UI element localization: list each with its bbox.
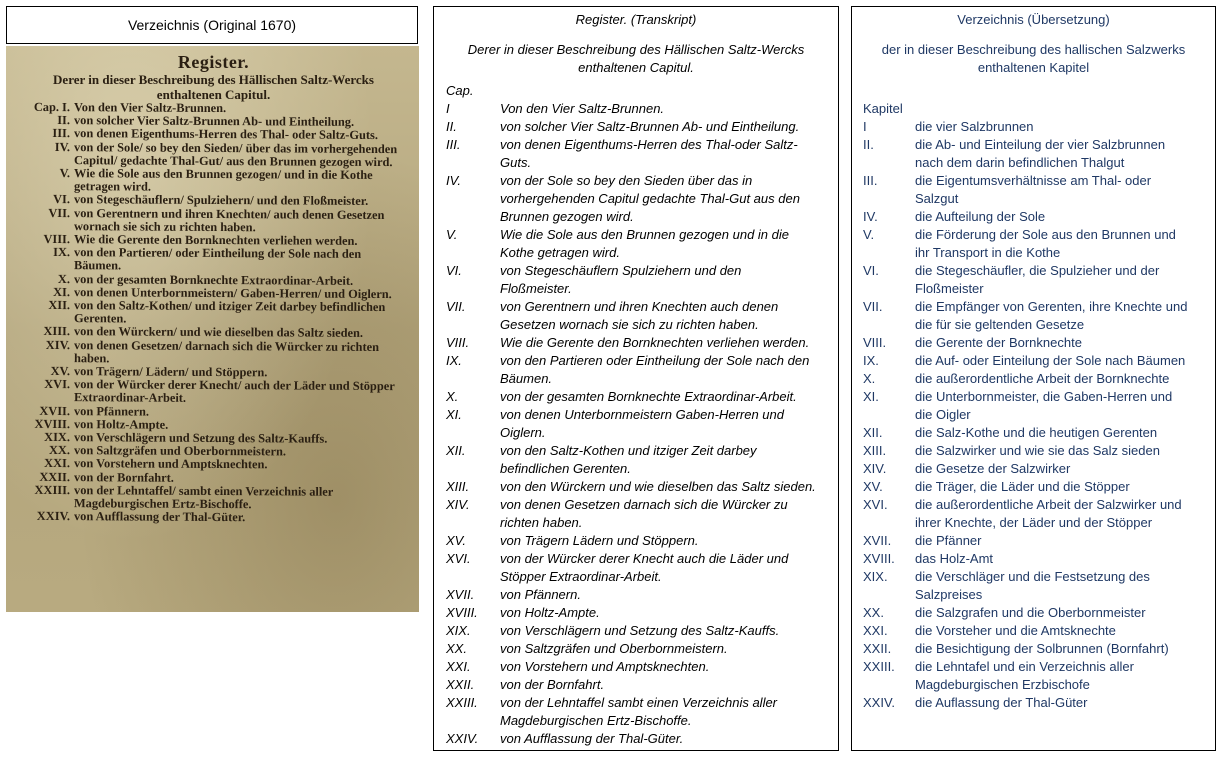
translation-entry-text xyxy=(915,118,1215,136)
translation-entry-number: I xyxy=(863,119,867,134)
translation-entry-text xyxy=(915,352,1215,370)
transcript-entry-number: XIX. xyxy=(446,623,471,638)
translation-entry-line: Salzpreises xyxy=(915,587,983,602)
translation-panel xyxy=(851,6,1216,751)
transcript-subtitle-line1: Derer in dieser Beschreibung des Hällischen Saltz-Wercks xyxy=(467,42,805,57)
transcript-entry xyxy=(434,334,838,352)
scan-entry-text: von den Saltz-Kothen/ und itziger Zeit darbey befindlichen Gerenten. xyxy=(73,298,386,326)
translation-entry-line: die Empfänger von Gerenten, ihre Knechte und xyxy=(915,299,1188,314)
translation-entry-number: VIII. xyxy=(863,335,887,350)
translation-entry-number: X. xyxy=(863,371,876,386)
translation-entry-line: die Oigler xyxy=(915,407,971,422)
translation-entry xyxy=(852,208,1215,226)
scan-entry-text: von Pfännern. xyxy=(73,403,150,419)
scan-entry-number: V. xyxy=(59,166,71,181)
translation-entry-text xyxy=(915,604,1215,622)
scan-entry-text: von denen Eigenthums-Herren des Thal- oder Saltz-Guts. xyxy=(73,126,378,143)
translation-entry-text xyxy=(915,298,1215,334)
scan-entry-text: Wie die Gerente den Bornknechten verliehen werden. xyxy=(73,232,358,248)
translation-entry-text xyxy=(915,478,1215,496)
translation-entry xyxy=(852,460,1215,478)
translation-entry-line: die Salzwirker und wie sie das Salz sieden xyxy=(915,443,1160,458)
translation-entry xyxy=(852,172,1215,208)
translation-entry-line: nach dem darin befindlichen Thalgut xyxy=(915,155,1125,170)
scan-entry-number: XVI. xyxy=(44,377,71,392)
transcript-entry-number: XXI. xyxy=(446,659,471,674)
scan-entry-text: Von den Vier Saltz-Brunnen. xyxy=(73,100,227,116)
translation-entry-line: die für sie geltenden Gesetze xyxy=(915,317,1085,332)
scan-entry-number: XV. xyxy=(50,364,71,379)
transcript-entry-line: Wie die Sole aus den Brunnen gezogen und in die xyxy=(500,227,789,242)
scan-entry-text: von Gerentnern und ihren Knechten/ auch denen Gesetzen wornach sie sich zu richten haben. xyxy=(73,205,385,235)
scan-entry xyxy=(16,338,411,367)
transcript-entry-line: von denen Eigenthums-Herren des Thal-oder Saltz- xyxy=(500,137,798,152)
transcript-entry-number: XII. xyxy=(446,443,466,458)
transcript-entry xyxy=(434,172,838,226)
transcript-entry xyxy=(434,388,838,406)
scan-entry-text: von der gesamten Bornknechte Extraordinar-Arbeit. xyxy=(73,271,354,288)
transcript-entry-number: XXII. xyxy=(446,677,475,692)
transcript-entry-number: II. xyxy=(446,119,457,134)
transcript-entry xyxy=(434,532,838,550)
translation-entry-number: XXII. xyxy=(863,641,892,656)
translation-entry-line: die Salz-Kothe und die heutigen Gerenten xyxy=(915,425,1158,440)
transcript-entry-text xyxy=(500,622,838,640)
translation-entry-text xyxy=(915,694,1215,712)
scan-entry-text: von solcher Vier Saltz-Brunnen Ab- und Eintheilung. xyxy=(73,113,355,130)
scan-entry-number: II. xyxy=(57,113,71,128)
scan-entry-number: XIV. xyxy=(45,337,71,352)
translation-entry-number: IV. xyxy=(863,209,878,224)
scan-entry-text: von Vorstehern und Amptsknechten. xyxy=(73,456,268,472)
translation-entry-line: die Auf- oder Einteilung der Sole nach Bäumen xyxy=(915,353,1186,368)
translation-entry xyxy=(852,262,1215,298)
transcript-entry-number: XXIII. xyxy=(446,695,478,710)
transcript-entry xyxy=(434,550,838,586)
translation-entry xyxy=(852,298,1215,334)
translation-entry-number: XII. xyxy=(863,425,883,440)
scan-entry xyxy=(16,378,411,407)
translation-entry-line: die Aufteilung der Sole xyxy=(915,209,1046,224)
transcript-entry-text xyxy=(500,298,838,334)
transcript-entry-line: von Saltzgräfen und Oberbornmeistern. xyxy=(500,641,728,656)
translation-entry-text xyxy=(915,370,1215,388)
translation-entry-text xyxy=(915,262,1215,298)
transcript-entry-text xyxy=(500,406,838,442)
translation-entry-text xyxy=(915,424,1215,442)
transcript-entry-text xyxy=(500,586,838,604)
translation-entry-number: XXIV. xyxy=(863,695,896,710)
transcript-entry-text xyxy=(500,478,838,496)
transcript-entry xyxy=(434,604,838,622)
transcript-entry xyxy=(434,352,838,388)
transcript-title: Register. (Transkript) xyxy=(575,12,697,27)
translation-entry xyxy=(852,136,1215,172)
scan-entry-text: von Trägern/ Lädern/ und Stöppern. xyxy=(73,364,268,380)
scan-entry-number: III. xyxy=(52,126,71,141)
transcript-entry-number: XIV. xyxy=(446,497,470,512)
translation-entry-number: III. xyxy=(863,173,878,188)
transcript-entry xyxy=(434,118,838,136)
transcript-entry-line: von der Bornfahrt. xyxy=(500,677,605,692)
transcript-panel xyxy=(433,6,839,751)
translation-entry-line: die Pfänner xyxy=(915,533,982,548)
translation-entry-line: die Salzgrafen und die Oberbornmeister xyxy=(915,605,1146,620)
transcript-entry-text xyxy=(500,388,838,406)
transcript-entry xyxy=(434,658,838,676)
translation-entry-number: VI. xyxy=(863,263,879,278)
scan-entry-number: XIII. xyxy=(43,324,71,339)
translation-title: Verzeichnis (Übersetzung) xyxy=(957,12,1110,27)
translation-entry-text xyxy=(915,460,1215,478)
transcript-entry-text xyxy=(500,676,838,694)
scan-entry xyxy=(16,140,411,169)
transcript-entry-line: Stöpper Extraordinar-Arbeit. xyxy=(500,569,662,584)
translation-entry xyxy=(852,424,1215,442)
scan-entry-text: von Verschlägern und Setzung des Saltz-Kauffs. xyxy=(73,430,328,446)
transcript-entry xyxy=(434,298,838,334)
transcript-entry xyxy=(434,100,838,118)
transcript-entry-line: vorhergehenden Capitul gedachte Thal-Gut aus den xyxy=(500,191,800,206)
translation-entry-number: XIX. xyxy=(863,569,888,584)
transcript-entry xyxy=(434,226,838,262)
translation-entry-text xyxy=(915,208,1215,226)
transcript-entry-text xyxy=(500,262,838,298)
translation-entry xyxy=(852,694,1215,712)
scan-entry-number: VI. xyxy=(53,192,71,207)
translation-entry-number: IX. xyxy=(863,353,879,368)
translation-entry-text xyxy=(915,550,1215,568)
translation-entry-line: die Gerente der Bornknechte xyxy=(915,335,1082,350)
transcript-entry-text xyxy=(500,136,838,172)
transcript-entry-line: Wie die Gerente den Bornknechten verliehen werden. xyxy=(500,335,810,350)
translation-entry-line: die Eigentumsverhältnisse am Thal- oder xyxy=(915,173,1152,188)
scan-entry xyxy=(16,206,411,235)
transcript-entry-text xyxy=(500,604,838,622)
transcript-entry-number: I xyxy=(446,101,450,116)
transcript-entry-text xyxy=(500,550,838,586)
transcript-entry-line: von der Lehntaffel sambt einen Verzeichnis aller xyxy=(500,695,778,710)
transcript-entry-line: befindlichen Gerenten. xyxy=(500,461,631,476)
scan-entry-number: XXI. xyxy=(44,456,71,471)
translation-entry xyxy=(852,226,1215,262)
translation-entry-number: XVIII. xyxy=(863,551,895,566)
translation-entry-number: XVI. xyxy=(863,497,888,512)
translation-entry-number: XV. xyxy=(863,479,883,494)
transcript-entry-number: XVI. xyxy=(446,551,471,566)
translation-entry xyxy=(852,496,1215,532)
translation-entry-number: II. xyxy=(863,137,874,152)
original-title-text: Verzeichnis (Original 1670) xyxy=(127,17,297,33)
scan-entry-number: IX. xyxy=(53,245,71,260)
translation-entry xyxy=(852,370,1215,388)
scan-heading: Register. xyxy=(177,52,250,72)
transcript-entry xyxy=(434,676,838,694)
transcript-entry xyxy=(434,496,838,532)
transcript-entry-text xyxy=(500,658,838,676)
translation-entry-line: die vier Salzbrunnen xyxy=(915,119,1034,134)
transcript-entry-line: richten haben. xyxy=(500,515,583,530)
translation-entry xyxy=(852,118,1215,136)
transcript-cap-label: Cap. xyxy=(446,83,474,98)
translation-entry-line: die Gesetze der Salzwirker xyxy=(915,461,1071,476)
scan-entry-number: IV. xyxy=(54,139,71,154)
translation-entry-text xyxy=(915,226,1215,262)
translation-entry-line: Salzgut xyxy=(915,191,959,206)
transcript-entry xyxy=(434,586,838,604)
translation-entry-line: die Förderung der Sole aus den Brunnen und xyxy=(915,227,1176,242)
translation-entry-number: XX. xyxy=(863,605,884,620)
scan-entry-text: von der Lehntaffel/ sambt einen Verzeichnis aller Magdeburgischen Ertz-Bischoffe. xyxy=(73,483,334,512)
transcript-entry-line: Von den Vier Saltz-Brunnen. xyxy=(500,101,665,116)
transcript-entry-line: von Stegeschäuflern Spulziehern und den xyxy=(500,263,742,278)
transcript-entry xyxy=(434,694,838,730)
translation-entry xyxy=(852,604,1215,622)
transcript-entry-line: von denen Unterbornmeistern Gaben-Herren und xyxy=(500,407,785,422)
scan-entry-text: von Saltzgräfen und Oberbornmeistern. xyxy=(73,443,287,459)
transcript-entry-line: von den Saltz-Kothen und itziger Zeit darbey xyxy=(500,443,757,458)
translation-entry xyxy=(852,388,1215,424)
scan-entry-text: von denen Gesetzen/ darnach sich die Würcker zu richten haben. xyxy=(73,337,380,366)
scan-entry xyxy=(16,246,411,275)
translation-entry xyxy=(852,622,1215,640)
transcript-entries xyxy=(434,100,838,748)
translation-entry-number: V. xyxy=(863,227,875,242)
translation-entry-line: die Vorsteher und die Amtsknechte xyxy=(915,623,1116,638)
transcript-entry xyxy=(434,622,838,640)
translation-entry-number: XXI. xyxy=(863,623,888,638)
scan-entry-text: Wie die Sole aus den Brunnen gezogen/ und in die Kothe getragen wird. xyxy=(73,166,373,194)
transcript-entry-line: von Verschlägern und Setzung des Saltz-Kauffs. xyxy=(500,623,780,638)
scan-entry-number: XVII. xyxy=(39,403,71,418)
transcript-entry xyxy=(434,478,838,496)
transcript-entry-line: von der gesamten Bornknechte Extraordinar-Arbeit. xyxy=(500,389,797,404)
scan-entry-text: von der Sole/ so bey den Sieden/ über das im vorhergehenden Capitul/ gedachte Thal-Gut/ aus den Brunnen gezogen wird. xyxy=(73,139,398,169)
scan-entry xyxy=(16,510,411,526)
translation-entry xyxy=(852,568,1215,604)
translation-subtitle-line1: der in dieser Beschreibung des hallischen Salzwerks xyxy=(881,42,1186,57)
scan-entry-number: VIII. xyxy=(43,231,71,247)
transcript-entry-line: von denen Gesetzen darnach sich die Würcker zu xyxy=(500,497,788,512)
transcript-entry-text xyxy=(500,532,838,550)
translation-entry-number: VII. xyxy=(863,299,883,314)
transcript-entry-number: VI. xyxy=(446,263,462,278)
translation-entry-line: Floßmeister xyxy=(915,281,984,296)
translation-entry-text xyxy=(915,640,1215,658)
transcript-entry-line: Oiglern. xyxy=(500,425,546,440)
scan-entry-number: Cap. I. xyxy=(33,99,71,115)
scan-entry-number: XXIV. xyxy=(36,509,71,524)
translation-entry xyxy=(852,478,1215,496)
transcript-entry-text xyxy=(500,172,838,226)
scan-entry-text: von denen Unterbornmeistern/ Gaben-Herren/ und Oiglern. xyxy=(73,284,392,301)
translation-entry-number: XIV. xyxy=(863,461,887,476)
original-scan-image xyxy=(6,46,419,612)
scan-entry-number: XVIII. xyxy=(34,416,71,431)
transcript-entry-line: von solcher Vier Saltz-Brunnen Ab- und Eintheilung. xyxy=(500,119,800,134)
translation-entry-text xyxy=(915,658,1215,694)
transcript-entry xyxy=(434,262,838,298)
transcript-entry-line: von Aufflassung der Thal-Güter. xyxy=(500,731,684,746)
translation-entry-line: die Unterbornmeister, die Gaben-Herren und xyxy=(915,389,1173,404)
transcript-entry xyxy=(434,442,838,478)
scan-entry-text: von den Partieren/ oder Eintheilung der Sole nach den Bäumen. xyxy=(73,245,362,273)
transcript-entry-line: von Trägern Lädern und Stöppern. xyxy=(500,533,699,548)
scan-entry-number: X. xyxy=(57,271,71,286)
transcript-entry-line: Floßmeister. xyxy=(500,281,572,296)
transcript-entry-line: von den Würckern und wie dieselben das Saltz sieden. xyxy=(500,479,816,494)
transcript-entry-text xyxy=(500,496,838,532)
transcript-entry-line: von Holtz-Ampte. xyxy=(500,605,600,620)
scan-entry-text: von Aufflassung der Thal-Güter. xyxy=(73,509,246,525)
scan-entries xyxy=(16,99,411,525)
translation-entry xyxy=(852,640,1215,658)
transcript-entry-number: XIII. xyxy=(446,479,470,494)
translation-subtitle-line2: enthaltenen Kapitel xyxy=(977,60,1090,75)
transcript-entry-number: V. xyxy=(446,227,458,242)
scan-entry-text: von den Würckern/ und wie dieselben das Saltz sieden. xyxy=(73,324,364,341)
transcript-entry xyxy=(434,640,838,658)
transcript-entry-line: Kothe getragen wird. xyxy=(500,245,620,260)
translation-entry-line: die Lehntafel und ein Verzeichnis aller xyxy=(915,659,1134,674)
transcript-entry-text xyxy=(500,640,838,658)
transcript-entry-number: III. xyxy=(446,137,461,152)
translation-entry xyxy=(852,532,1215,550)
translation-entry xyxy=(852,550,1215,568)
transcript-entry-text xyxy=(500,730,838,748)
scan-entry-number: XIX. xyxy=(44,430,71,445)
translation-entry-number: XIII. xyxy=(863,443,887,458)
translation-entry-text xyxy=(915,136,1215,172)
translation-entry-text xyxy=(915,172,1215,208)
transcript-entry-line: von der Würcker derer Knecht auch die Läder und xyxy=(500,551,789,566)
transcript-entry xyxy=(434,136,838,172)
scan-entry-text: von der Bornfahrt. xyxy=(73,469,174,485)
translation-entry-text xyxy=(915,388,1215,424)
original-panel-title xyxy=(6,6,418,44)
translation-entry-line: die Ab- und Einteilung der vier Salzbrunnen xyxy=(915,137,1166,152)
transcript-entry-number: XVIII. xyxy=(446,605,478,620)
transcript-entry-text xyxy=(500,100,838,118)
transcript-entry-number: XVII. xyxy=(446,587,475,602)
transcript-entry-line: Brunnen gezogen wird. xyxy=(500,209,634,224)
transcript-entry-text xyxy=(500,226,838,262)
translation-entry-number: XXIII. xyxy=(863,659,895,674)
transcript-entry-line: Bäumen. xyxy=(500,371,553,386)
transcript-entry-number: XI. xyxy=(446,407,462,422)
transcript-entry-line: von der Sole so bey den Sieden über das in xyxy=(500,173,753,188)
transcript-entry-text xyxy=(500,442,838,478)
translation-cap-label: Kapitel xyxy=(863,101,903,116)
transcript-entry-number: XV. xyxy=(446,533,466,548)
transcript-entry-line: von Gerentnern und ihren Knechten auch denen xyxy=(500,299,779,314)
translation-entry-number: XI. xyxy=(863,389,879,404)
translation-entry-line: ihrer Knechte, der Läder und der Stöpper xyxy=(915,515,1153,530)
scan-entry-number: XII. xyxy=(48,298,71,313)
scan-entry-number: XI. xyxy=(53,284,71,299)
translation-entry xyxy=(852,352,1215,370)
translation-entry-text xyxy=(915,442,1215,460)
translation-entry xyxy=(852,442,1215,460)
transcript-entry-line: von Pfännern. xyxy=(500,587,581,602)
scan-entry-number: VII. xyxy=(48,205,71,220)
translation-entry-number: XVII. xyxy=(863,533,892,548)
scan-entry-text: von der Würcker derer Knecht/ auch der Läder und Stöpper Extraordinar-Arbeit. xyxy=(73,377,395,406)
translation-entries xyxy=(852,118,1215,712)
translation-entry-line: Magdeburgischen Erzbischofe xyxy=(915,677,1090,692)
translation-entry-text xyxy=(915,496,1215,532)
transcript-subtitle-line2: enthaltenen Capitul. xyxy=(578,60,694,75)
translation-entry-line: die Besichtigung der Solbrunnen (Bornfahrt) xyxy=(915,641,1169,656)
transcript-entry-text xyxy=(500,352,838,388)
scan-entry-text: von Holtz-Ampte. xyxy=(73,417,169,432)
translation-entry-line: die Stegeschäufler, die Spulzieher und der xyxy=(915,263,1160,278)
transcript-entry-number: XXIV. xyxy=(446,731,479,746)
translation-entry-text xyxy=(915,622,1215,640)
transcript-entry-number: VIII. xyxy=(446,335,470,350)
translation-entry-line: die außerordentliche Arbeit der Bornknechte xyxy=(915,371,1170,386)
transcript-entry-text xyxy=(500,118,838,136)
transcript-entry-number: IV. xyxy=(446,173,461,188)
scan-entry-number: XX. xyxy=(48,443,71,458)
scan-entry-number: XXIII. xyxy=(34,482,71,498)
translation-entry xyxy=(852,334,1215,352)
transcript-entry-number: XX. xyxy=(446,641,467,656)
transcript-entry-text xyxy=(500,694,838,730)
transcript-entry-line: von den Partieren oder Eintheilung der Sole nach den xyxy=(500,353,810,368)
transcript-entry xyxy=(434,730,838,748)
transcript-entry-number: X. xyxy=(446,389,459,404)
transcript-entry-number: VII. xyxy=(446,299,466,314)
translation-entry-line: die Träger, die Läder und die Stöpper xyxy=(915,479,1130,494)
transcript-entry-line: Gesetzen wornach sie sich zu richten haben. xyxy=(500,317,759,332)
translation-entry xyxy=(852,658,1215,694)
translation-entry-line: die Auflassung der Thal-Güter xyxy=(915,695,1088,710)
scan-subheading: Derer in dieser Beschreibung des Hällischen Saltz-Wercks enthaltenen Capitul. xyxy=(53,72,374,102)
translation-entry-line: das Holz-Amt xyxy=(915,551,994,566)
translation-entry-text xyxy=(915,532,1215,550)
scan-entry-number: XXII. xyxy=(39,469,71,484)
scan-entry-text: von Stegeschäuflern/ Spulziehern/ und den Floßmeister. xyxy=(73,192,369,209)
transcript-entry-line: von Vorstehern und Amptsknechten. xyxy=(500,659,710,674)
translation-entry-line: ihr Transport in die Kothe xyxy=(915,245,1061,260)
translation-entry-text xyxy=(915,334,1215,352)
transcript-entry-number: IX. xyxy=(446,353,462,368)
translation-entry-text xyxy=(915,568,1215,604)
translation-entry-line: die Verschläger und die Festsetzung des xyxy=(915,569,1150,584)
translation-entry-line: die außerordentliche Arbeit der Salzwirker und xyxy=(915,497,1182,512)
transcript-entry xyxy=(434,406,838,442)
transcript-entry-text xyxy=(500,334,838,352)
transcript-entry-line: Magdeburgischen Ertz-Bischoffe. xyxy=(500,713,692,728)
transcript-entry-line: Guts. xyxy=(500,155,532,170)
